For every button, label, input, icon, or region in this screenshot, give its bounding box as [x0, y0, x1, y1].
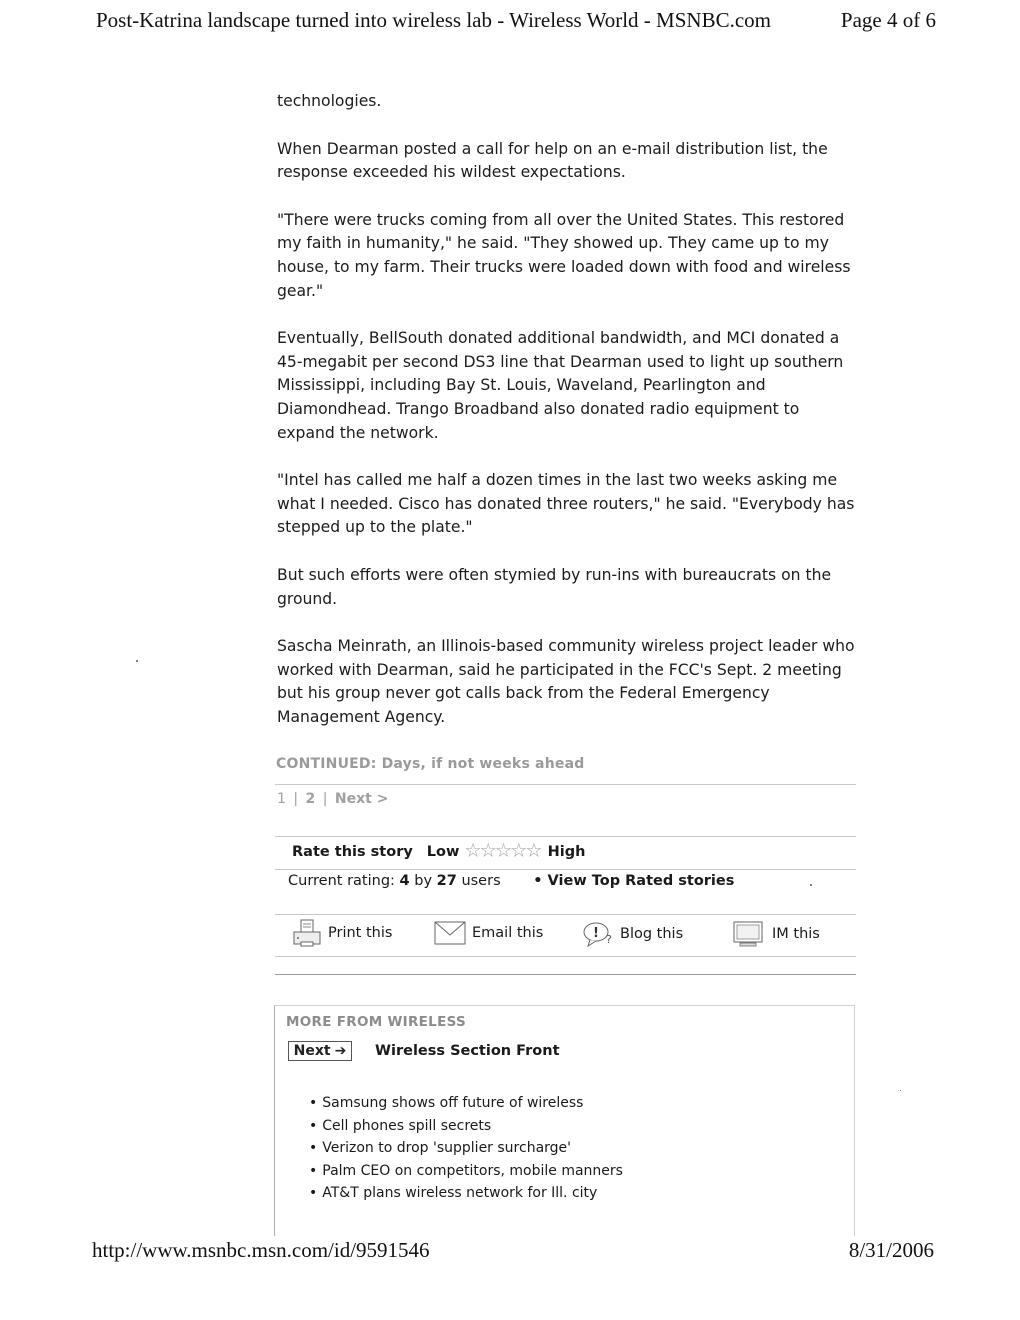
divider — [275, 869, 856, 870]
rating-low-label: Low — [426, 843, 460, 860]
continued-link[interactable]: Days, if not weeks ahead — [381, 756, 585, 772]
article-body — [277, 90, 862, 753]
svg-text:?: ? — [606, 933, 612, 946]
speech-bubble-icon — [582, 921, 614, 947]
list-item[interactable] — [309, 1092, 623, 1115]
story-link[interactable]: Palm CEO on competitors, mobile manners — [322, 1162, 623, 1179]
im-button[interactable] — [732, 920, 820, 948]
rate-label: Rate this story — [292, 843, 413, 860]
star-icon[interactable]: ★ — [465, 841, 481, 861]
star-icon[interactable]: ★ — [480, 841, 496, 861]
blog-button[interactable] — [582, 921, 683, 947]
article-paragraph: technologies. — [277, 92, 382, 110]
star-icon[interactable]: ★ — [495, 841, 512, 861]
email-button[interactable] — [434, 920, 543, 946]
page-1-link[interactable]: 1 — [277, 791, 286, 807]
current-rating-value: 4 — [399, 873, 410, 889]
pagination — [277, 791, 388, 807]
print-header — [96, 8, 936, 33]
story-link[interactable]: Cell phones spill secrets — [322, 1117, 492, 1134]
wireless-section-front-link[interactable]: Wireless Section Front — [375, 1043, 560, 1059]
email-label: Email this — [472, 925, 544, 941]
list-item[interactable] — [309, 1137, 623, 1160]
arrow-right-icon: ➔ — [334, 1043, 347, 1059]
article-paragraph: When Dearman posted a call for help on an e-mail distribution list, the response exceeded his wildest expectations. — [277, 139, 828, 182]
list-item[interactable] — [309, 1115, 623, 1138]
article-paragraph: Sascha Meinrath, an Illinois-based community wireless project leader who worked with Dearman, said he participated in the FCC's Sept. 2 meeting but his group never got calls back from the Federal Emergency Management Agency. — [277, 637, 855, 726]
print-label: Print this — [328, 925, 393, 941]
star-icon[interactable]: ★ — [526, 841, 542, 861]
print-page-title: Post-Katrina landscape turned into wireless lab - Wireless World - MSNBC.com — [96, 8, 771, 32]
rating-high-label: High — [547, 843, 586, 860]
article-paragraph: "Intel has called me half a dozen times in the last two weeks asking me what I needed. Cisco has donated three routers," he said. "Everybody has stepped up to the plate." — [277, 471, 855, 537]
article-paragraph: "There were trucks coming from all over the United States. This restored my faith in humanity," he said. "They showed up. They came up to my house, to my farm. Their trucks were loaded down with food and wireless gear." — [277, 210, 851, 300]
svg-text:!: ! — [593, 926, 599, 941]
more-from-wireless-box — [274, 1005, 855, 1236]
next-page-link[interactable]: Next > — [334, 791, 389, 807]
continued-label: CONTINUED: — [276, 756, 377, 772]
print-footer — [92, 1238, 934, 1263]
scan-speck — [900, 1090, 901, 1091]
divider — [275, 914, 856, 915]
user-count: 27 — [436, 873, 457, 889]
star-icon[interactable]: ★ — [511, 841, 527, 861]
users-label: users — [461, 873, 501, 889]
story-link[interactable]: Samsung shows off future of wireless — [322, 1095, 584, 1111]
divider — [275, 784, 856, 785]
list-item[interactable] — [309, 1160, 623, 1183]
by-label: by — [414, 873, 433, 889]
more-from-title: MORE FROM WIRELESS — [286, 1014, 467, 1030]
article-actions — [292, 918, 852, 954]
more-stories-list — [309, 1092, 623, 1205]
next-button-label: Next — [293, 1043, 331, 1059]
envelope-icon — [434, 920, 466, 946]
current-rating-row — [288, 873, 734, 889]
rating-stars — [465, 843, 541, 860]
current-rating-prefix: Current rating: — [288, 873, 395, 889]
scan-speck — [810, 884, 812, 886]
page-2-current: 2 — [305, 791, 316, 807]
story-link[interactable]: Verizon to drop 'supplier surcharge' — [322, 1140, 572, 1157]
story-link[interactable]: AT&T plans wireless network for Ill. city — [322, 1185, 598, 1202]
print-date: 8/31/2006 — [848, 1238, 934, 1262]
view-top-rated-link[interactable]: • View Top Rated stories — [533, 873, 735, 889]
pager-separator: | — [293, 791, 299, 807]
im-label: IM this — [772, 926, 820, 942]
print-page-number: Page 4 of 6 — [840, 8, 936, 32]
divider — [275, 836, 856, 837]
print-button[interactable] — [292, 918, 392, 948]
list-item[interactable] — [309, 1182, 623, 1205]
monitor-icon — [732, 920, 766, 948]
article-paragraph: Eventually, BellSouth donated additional bandwidth, and MCI donated a 45-megabit per second DS3 line that Dearman used to light up southern Mississippi, including Bay St. Louis, Waveland, Pearlington and Diamondhead. Trango Broadband also donated radio equipment to expand the network. — [277, 329, 844, 442]
article-paragraph: But such efforts were often stymied by run-ins with bureaucrats on the ground. — [277, 565, 832, 608]
blog-label: Blog this — [620, 926, 684, 942]
rate-story-row — [292, 843, 585, 860]
print-url: http://www.msnbc.msn.com/id/9591546 — [92, 1238, 430, 1262]
pager-separator: | — [322, 791, 328, 807]
scan-speck — [136, 660, 138, 662]
printer-icon — [292, 918, 322, 948]
divider — [275, 974, 856, 975]
next-section-button[interactable] — [288, 1041, 352, 1061]
divider — [275, 956, 856, 957]
continued-line — [276, 756, 856, 772]
